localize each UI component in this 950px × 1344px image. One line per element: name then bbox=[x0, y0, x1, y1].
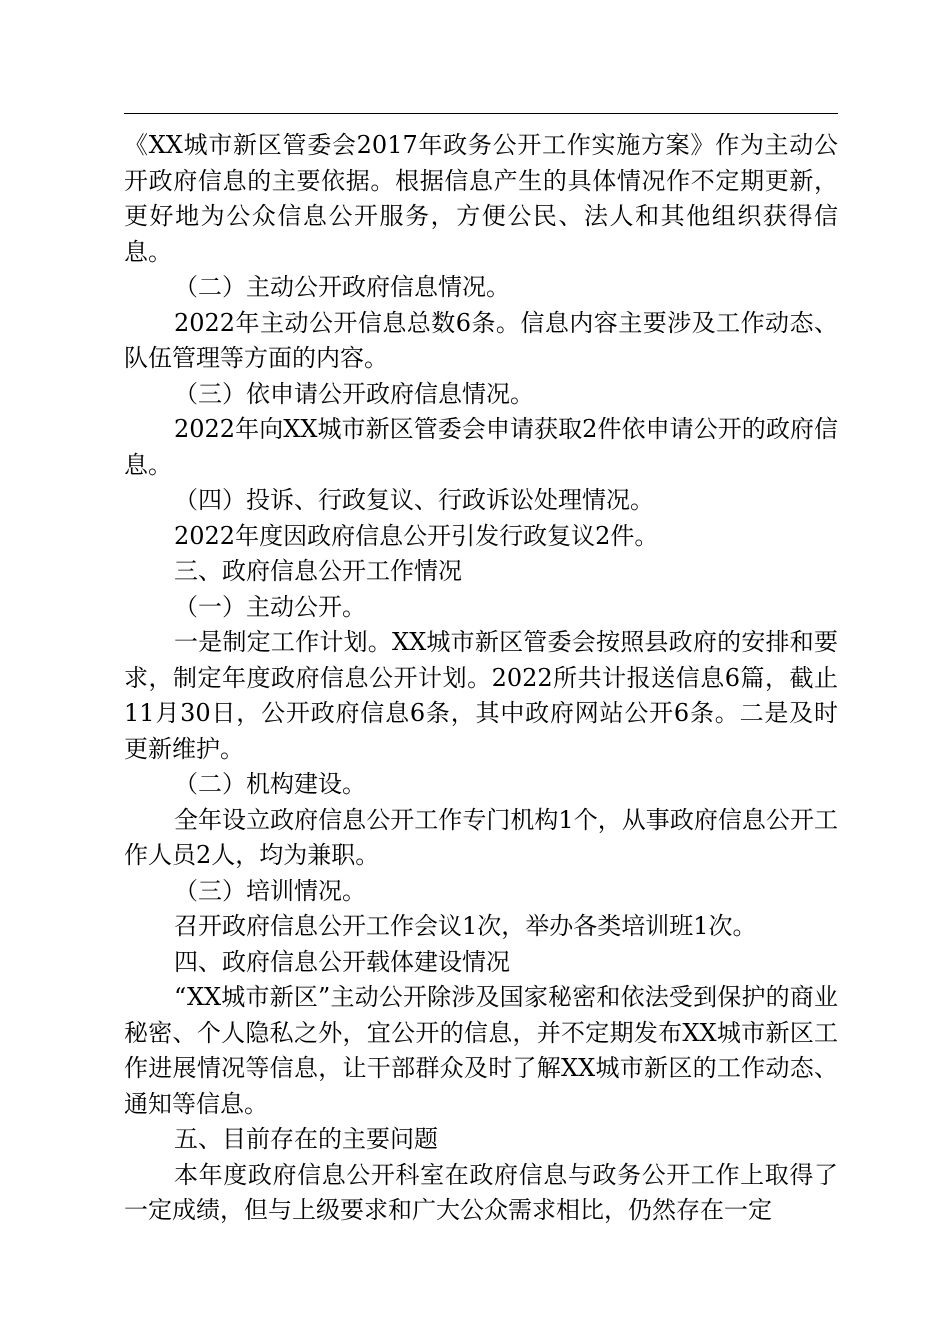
document-body bbox=[124, 128, 838, 1229]
paragraph: 2022年主动公开信息总数6条。信息内容主要涉及工作动态、队伍管理等方面的内容。 bbox=[124, 308, 838, 372]
section-heading-3: 三、政府信息公开工作情况 bbox=[174, 557, 462, 585]
subheading-application-disclosure: （三）依申请公开政府信息情况。 bbox=[174, 379, 534, 408]
paragraph: 一是制定工作计划。XX城市新区管委会按照县政府的安排和要求，制定年度政府信息公开计划。2022所共计报送信息6篇，截止11月30日，公开政府信息6条，其中政府网站公开6条。二是及时更新维护。 bbox=[124, 628, 838, 763]
subheading-organization: （二）机构建设。 bbox=[174, 770, 366, 798]
subheading-active-disclosure-status: （二）主动公开政府信息情况。 bbox=[174, 273, 510, 301]
paragraph-truncated: 本年度政府信息公开科室在政府信息与政务公开工作上取得了一定成绩，但与上级要求和广大公众需求相比，仍然存在一定 bbox=[124, 1160, 838, 1224]
paragraph-continued: 《XX城市新区管委会2017年政务公开工作实施方案》作为主动公开政府信息的主要依据。根据信息产生的具体情况作不定期更新，更好地为公众信息公开服务，方便公民、法人和其他组织获得信息。 bbox=[124, 131, 838, 266]
subheading-active-disclosure: （一）主动公开。 bbox=[174, 592, 366, 621]
section-heading-4: 四、政府信息公开载体建设情况 bbox=[174, 947, 510, 976]
paragraph: 2022年度因政府信息公开引发行政复议2件。 bbox=[174, 521, 659, 550]
paragraph: 2022年向XX城市新区管委会申请获取2件依申请公开的政府信息。 bbox=[124, 415, 838, 479]
section-heading-5: 五、目前存在的主要问题 bbox=[174, 1125, 438, 1153]
subheading-training: （三）培训情况。 bbox=[174, 876, 366, 905]
paragraph: 召开政府信息公开工作会议1次，举办各类培训班1次。 bbox=[174, 912, 757, 940]
header-rule bbox=[124, 113, 838, 114]
paragraph: 全年设立政府信息公开工作专门机构1个，从事政府信息公开工作人员2人，均为兼职。 bbox=[124, 805, 838, 869]
subheading-complaints-review: （四）投诉、行政复议、行政诉讼处理情况。 bbox=[174, 486, 654, 514]
paragraph: “XX城市新区”主动公开除涉及国家秘密和依法受到保护的商业秘密、个人隐私之外，宜公开的信息，并不定期发布XX城市新区工作进展情况等信息，让干部群众及时了解XX城市新区的工作动态、通知等信息。 bbox=[124, 983, 838, 1118]
